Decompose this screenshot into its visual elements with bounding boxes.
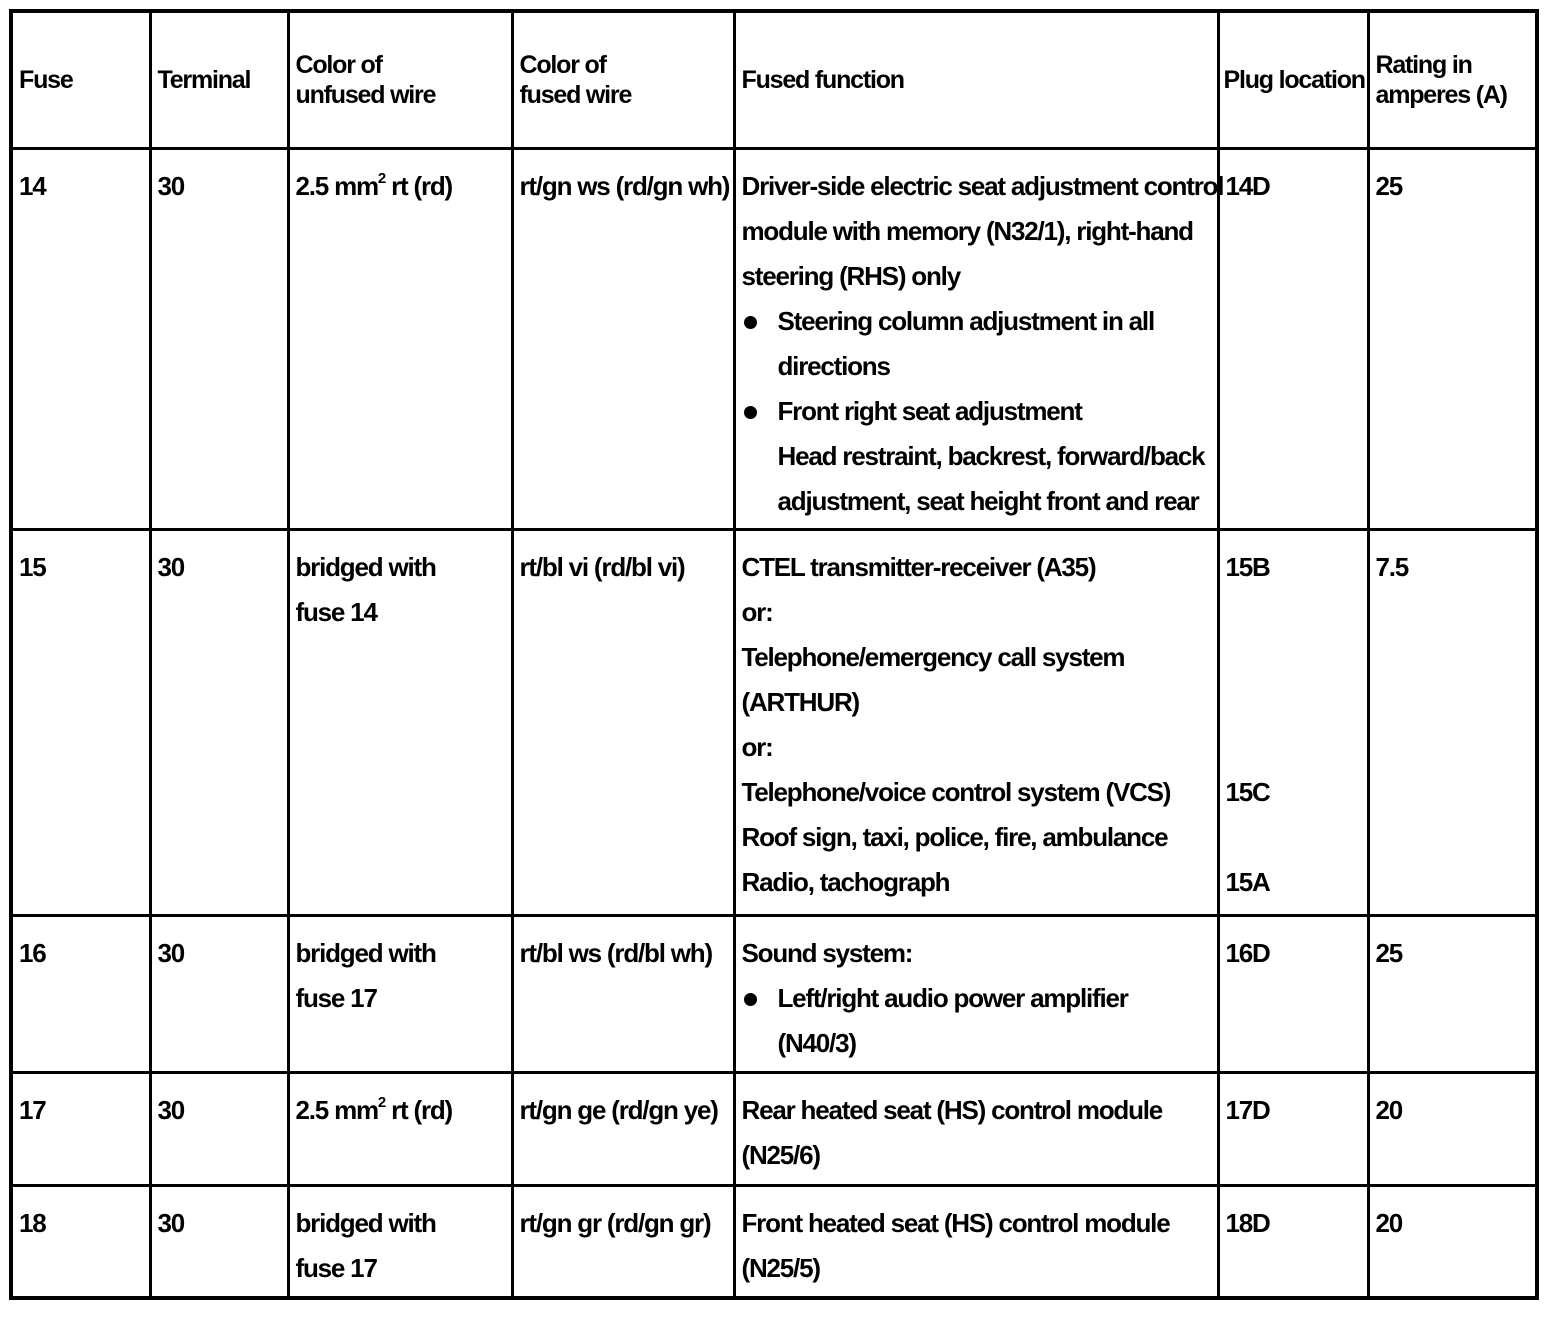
cell-plug-location: 16D: [1218, 916, 1368, 1073]
cell-fused-function: CTEL transmitter-receiver (A35) or: Telephone/emergency call system (ARTHUR) or: Telephone/voice control system (VCS) Roof sign, taxi, police, fire, ambulance Radio, tachograph: [734, 530, 1218, 916]
cell-unfused-wire: bridged with fuse 17: [288, 916, 512, 1073]
bullet-icon: [744, 316, 757, 329]
cell-unfused-wire: 2.5 $mm^2$ rt (rd): [288, 1073, 512, 1186]
header-fuse: Fuse: [11, 11, 150, 149]
cell-unfused-wire: 2.5 $mm^2$ rt (rd): [288, 149, 512, 530]
cell-rating: 20: [1368, 1186, 1537, 1298]
table-row-fuse-16: [11, 916, 1537, 1073]
table-row-fuse-14: [11, 149, 1537, 530]
bullet-icon: [744, 406, 757, 419]
cell-unfused-wire: bridged with fuse 14: [288, 530, 512, 916]
table-row-fuse-15: [11, 530, 1537, 916]
cell-fuse: 15: [11, 530, 150, 916]
cell-plug-location: 18D: [1218, 1186, 1368, 1298]
cell-fuse: 17: [11, 1073, 150, 1186]
bullet-item: Front right seat adjustment Head restraint, backrest, forward/back adjustment, seat height front and rear: [742, 389, 1211, 524]
header-row: [11, 11, 1537, 149]
cell-fuse: 14: [11, 149, 150, 530]
cell-fused-function: Rear heated seat (HS) control module (N25/6): [734, 1073, 1218, 1186]
bullet-item: Left/right audio power amplifier (N40/3): [742, 976, 1211, 1066]
cell-terminal: 30: [150, 1073, 288, 1186]
fuse-table: [9, 9, 1539, 1300]
cell-plug-location: 17D: [1218, 1073, 1368, 1186]
header-fused-function: Fused function: [734, 11, 1218, 149]
header-plug-location: Plug location: [1218, 11, 1368, 149]
cell-unfused-wire: bridged with fuse 17: [288, 1186, 512, 1298]
cell-rating: 20: [1368, 1073, 1537, 1186]
cell-fused-wire: rt/bl vi (rd/bl vi): [512, 530, 734, 916]
cell-fused-function: Front heated seat (HS) control module (N25/5): [734, 1186, 1218, 1298]
cell-rating: 25: [1368, 916, 1537, 1073]
header-terminal: Terminal: [150, 11, 288, 149]
cell-fused-function: Driver-side electric seat adjustment control module with memory (N32/1), right-hand steering (RHS) only Steering column adjustment in all directions Front right seat adjustment Head restraint, backrest, forward/back adjustment, seat height front and rear: [734, 149, 1218, 530]
cell-plug-location: 15B 15C 15A: [1218, 530, 1368, 916]
cell-fused-wire: rt/gn ge (rd/gn ye): [512, 1073, 734, 1186]
table-row-fuse-17: [11, 1073, 1537, 1186]
cell-plug-location: 14D: [1218, 149, 1368, 530]
cell-fused-function: Sound system: Left/right audio power amplifier (N40/3): [734, 916, 1218, 1073]
cell-rating: 25: [1368, 149, 1537, 530]
cell-fuse: 16: [11, 916, 150, 1073]
cell-terminal: 30: [150, 149, 288, 530]
cell-fused-wire: rt/gn ws (rd/gn wh): [512, 149, 734, 530]
cell-terminal: 30: [150, 530, 288, 916]
cell-terminal: 30: [150, 1186, 288, 1298]
header-unfused-wire: Color of unfused wire: [288, 11, 512, 149]
header-fused-wire: Color of fused wire: [512, 11, 734, 149]
header-rating: Rating in amperes (A): [1368, 11, 1537, 149]
bullet-item: Steering column adjustment in all directions: [742, 299, 1211, 389]
cell-fused-wire: rt/bl ws (rd/bl wh): [512, 916, 734, 1073]
table-row-fuse-18: [11, 1186, 1537, 1298]
bullet-icon: [744, 993, 757, 1006]
cell-fused-wire: rt/gn gr (rd/gn gr): [512, 1186, 734, 1298]
cell-rating: 7.5: [1368, 530, 1537, 916]
cell-terminal: 30: [150, 916, 288, 1073]
cell-fuse: 18: [11, 1186, 150, 1298]
